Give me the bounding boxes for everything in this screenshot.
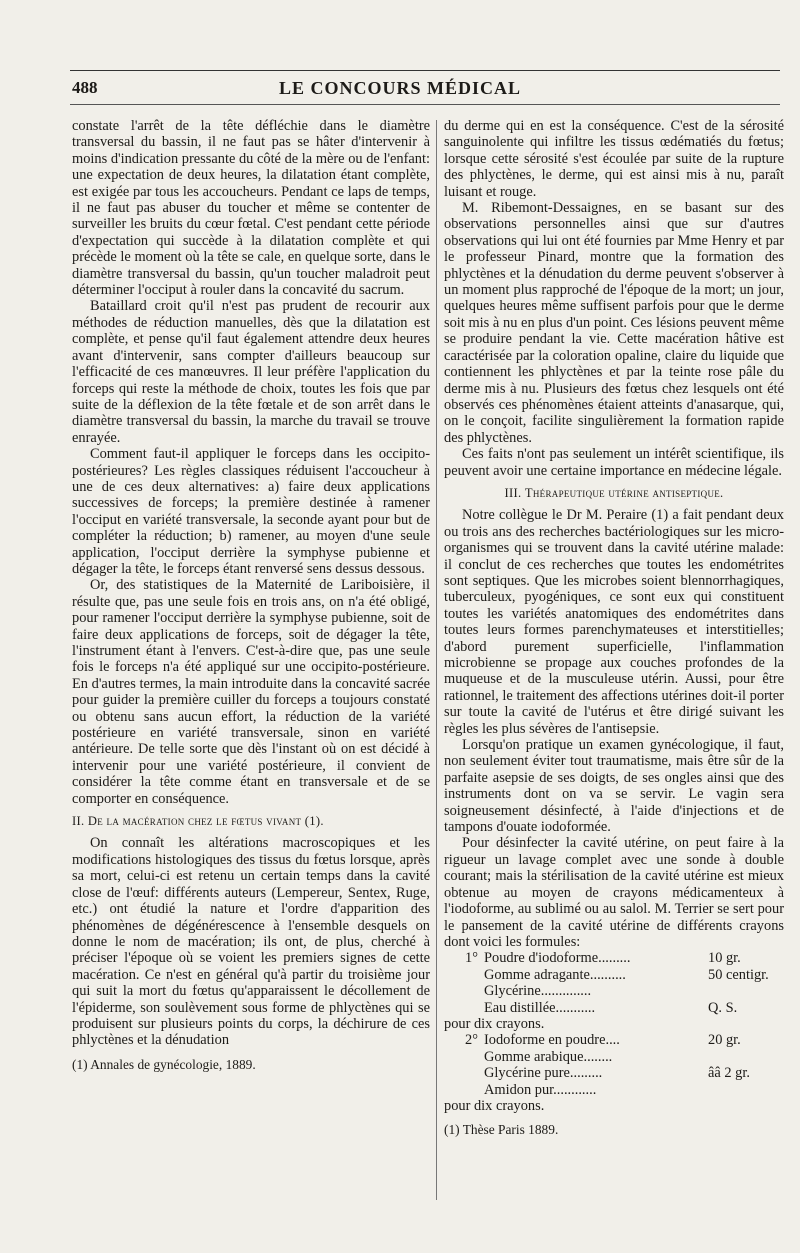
- formula-row: [444, 950, 784, 966]
- formula-tail: pour dix crayons.: [444, 1015, 545, 1032]
- paragraph: Ces faits n'ont pas seulement un intérêt scientifique, ils peuvent avoir une certaine importance en médecine légale.: [444, 446, 784, 479]
- formula-ingredient: Eau distillée...........: [484, 999, 596, 1016]
- header-rule-lower: [70, 104, 780, 105]
- page-number: 488: [72, 78, 98, 97]
- section-title: Thérapeutique utérine antiseptique.: [524, 485, 724, 500]
- header-rule: [70, 70, 780, 71]
- section-heading-3: [444, 485, 784, 501]
- formula-row: [444, 1065, 784, 1081]
- right-column: [444, 118, 784, 1139]
- formula-ingredient: Poudre d'iodoforme.........: [484, 950, 631, 967]
- paragraph: On connaît les altérations macroscopiques et les modifications histologiques des tissus du fœtus lorsque, après sa mort, celui-ci est retenu un certain temps dans la cavité close de l'œuf: différents auteurs (Lempereur, Sentex, Ruge, etc.) ont étudié la nature et l'ordre d'apparition des phénomènes de dégénérescence à l'ensemble desquels on donne le nom de macération; ils ont, de plus, cherché à préciser l'époque où se voient les premiers signes de cette macération. Ce n'est en général qu'à partir du troisième jour qui suit la mort du fœtus qu'apparaissent le décollement de l'épiderme, son soulèvement sous forme de phlyctènes qui se produisent sur plusieurs points du corps, la déchirure de ces phlyctènes et la dénudation: [72, 835, 430, 1049]
- formula-ingredient: Gomme arabique........: [484, 1048, 613, 1065]
- running-title: LE CONCOURS MÉDICAL: [278, 78, 522, 98]
- footnote: (1) Thèse Paris 1889.: [444, 1122, 559, 1138]
- paragraph: Notre collègue le Dr M. Peraire (1) a fait pendant deux ou trois ans des recherches bactériologiques sur les micro-organismes qui se trouvent dans la cavité utérine malade: il conclut de ces recherches que toutes les endométrites sont septiques. Que les microbes soient blennorrhagiques, tuberculeux, pyogéniques, ce sont eux qui constituent toutes les variétés anatomiques des endométrites dans toutes leurs formes parenchymateuses et interstitielles; d'abord purement superficielle, l'inflammation microbienne se propage aux couches profondes de la muqueuse et de la musculeuse utérin. Aussi, pour être rationnel, le traitement des affections utérines doit-il porter sur toute la cavité de l'utérus et être dirigé suivant les règles les plus sévères de l'antisepsie.: [444, 507, 784, 737]
- section-title: De la macération chez le fœtus vivant: [87, 814, 302, 829]
- formula-row: [444, 1032, 784, 1048]
- formula-quantity: 20 gr.: [708, 1032, 741, 1049]
- paragraph: Lorsqu'on pratique un examen gynécologique, il faut, non seulement éviter tout traumatisme, mais être sûr de la parfaite asepsie de ses doigts, de ses ongles ainsi que des instruments dont on va se servir. Le vagin sera soigneusement désinfecté, à l'aide d'injections et de tampons d'ouate iodoformée.: [444, 737, 784, 836]
- paragraph: Bataillard croit qu'il n'est pas prudent de recourir aux méthodes de réduction manuelles, dès que la dilatation est complète, et pense qu'il faut également attendre deux heures avant d'intervenir, sans compter d'ailleurs beaucoup sur l'efficacité de ces manœuvres. Il leur préfère l'application du forceps qui reste la méthode de choix, toutes les fois que par suite de la déflexion de la tête fœtale et de son arrêt dans le diamètre transversal du bassin, la marche du travail se trouve enrayée.: [72, 298, 430, 446]
- paragraph: M. Ribemont-Dessaignes, en se basant sur des observations personnelles ainsi que sur d'autres observations qui lui ont été fournies par Mme Henry et par le professeur Pinard, montre que la formation des phlyctènes et la dénudation du derme peuvent s'observer à un moment plus rapproché de l'époque de la mort; un jour, quelques heures même suffisent parfois pour que le derme soit mis à nu en plus d'un point. Ces lésions peuvent même se produire pendant la vie. Cette macération hâtive est caractérisée par la coloration opaline, claire du liquide que contiennent les phlyctènes et par la teinte rose pâle du derme mis à nu. Plusieurs des fœtus chez lesquels ont été observés ces phénomènes étaient atteints d'anasarque, qui, on le conçoit, facilite singulièrement la formation rapide des phlyctènes.: [444, 200, 784, 446]
- section-number: III.: [504, 485, 522, 500]
- formula-quantity: 50 centigr.: [708, 966, 769, 983]
- paragraph: du derme qui en est la conséquence. C'est de la sérosité sanguinolente qui infiltre les tissus œdématiés du fœtus; lorsque cette sérosité s'est écoulée par suite de la rupture des phlyctènes, le derme, qui est ainsi mis à nu, paraît luisant et rouge.: [444, 118, 784, 200]
- formula-number: 1°: [465, 950, 478, 967]
- formula-row: [444, 1000, 784, 1016]
- formula-row: [444, 1082, 784, 1098]
- formula-ingredient: Glycérine pure.........: [484, 1065, 603, 1082]
- paragraph: Pour désinfecter la cavité utérine, on peut faire à la rigueur un lavage complet avec une sonde à double courant; mais la stérilisation de la cavité utérine est mieux obtenue au moyen de crayons médicamenteux à l'iodoforme, au sublimé ou au salol. M. Terrier se sert pour le pansement de la cavité utérine de différents crayons dont voici les formules:: [444, 835, 784, 950]
- paragraph: Comment faut-il appliquer le forceps dans les occipito-postérieures? Les règles classiques réduisent l'accoucheur à une de ces deux alternatives: a) faire deux applications successives de forceps; la première destinée à ramener l'occiput en variété transversale, la seconde ayant pour but de compléter la réduction; b) ramener, au moyen d'une seule application, l'occiput derrière la symphyse pubienne et dégager la tête, le forceps étant renversé sens dessus dessous.: [72, 446, 430, 577]
- formula-ingredient: Amidon pur............: [484, 1081, 597, 1098]
- formula-ingredient: Iodoforme en poudre....: [484, 1032, 620, 1049]
- formula-row: [444, 983, 784, 999]
- footnote: (1) Annales de gynécologie, 1889.: [72, 1056, 256, 1072]
- formula-number: 2°: [465, 1032, 478, 1049]
- formula-quantity: 10 gr.: [708, 950, 741, 967]
- formula-ingredient: Glycérine..............: [484, 983, 592, 1000]
- paragraph: constate l'arrêt de la tête défléchie dans le diamètre transversal du bassin, il ne faut pas se hâter d'intervenir à moins d'indication pressante du côté de la mère ou de l'enfant: une expectation de deux heures, la dilatation étant complète, est exigée par tous les accoucheurs. Pendant ce laps de temps, il ne faut pas abuser du toucher et même se contenter de surveiller les bruits du cœur fœtal. C'est pendant cette période d'expectation qui succède à la dilatation complète et qui précède le moment où la tête se cale, en quelque sorte, dans le diamètre transversal du bassin, qu'un toucher maladroit peut déterminer l'occiput à rouler dans la concavité du sacrum.: [72, 118, 430, 299]
- formula-row: [444, 1049, 784, 1065]
- paragraph: Or, des statistiques de la Maternité de Lariboisière, il résulte que, pas une seule fois en trois ans, on n'a été obligé, pour ramener l'occiput derrière la symphyse pubienne, soit de faire deux applications de forceps, soit de dégager la tête, l'instrument étant à l'envers. C'est-à-dire que, pas une seule fois le forceps n'a été appliqué sur une occipito-postérieure. En d'autres termes, la main introduite dans la concavité sacrée pour guider la première cuiller du forceps a toujours constaté ou obtenu sans aucun effort, la réduction de la variété postérieure en variété transversale, sinon en variété antérieure. De telle sorte que dès l'instant où on est décidé à intervenir pour une variété postérieure, il convient de considérer la tête comme étant en transversale et de se comporter en conséquence.: [72, 577, 430, 807]
- formula-quantity: ââ 2 gr.: [708, 1065, 750, 1082]
- column-divider: [436, 120, 437, 1200]
- formula-row: [444, 967, 784, 983]
- formula-ingredient: Gomme adragante..........: [484, 966, 626, 983]
- formula-1: [444, 950, 784, 1032]
- formula-tail: pour dix crayons.: [444, 1097, 545, 1114]
- section-number: II.: [72, 814, 85, 829]
- formula-2: [444, 1032, 784, 1114]
- left-column: [72, 118, 430, 1073]
- formula-quantity: Q. S.: [708, 999, 738, 1016]
- section-heading-2: [72, 813, 430, 829]
- section-ref: (1).: [304, 814, 324, 829]
